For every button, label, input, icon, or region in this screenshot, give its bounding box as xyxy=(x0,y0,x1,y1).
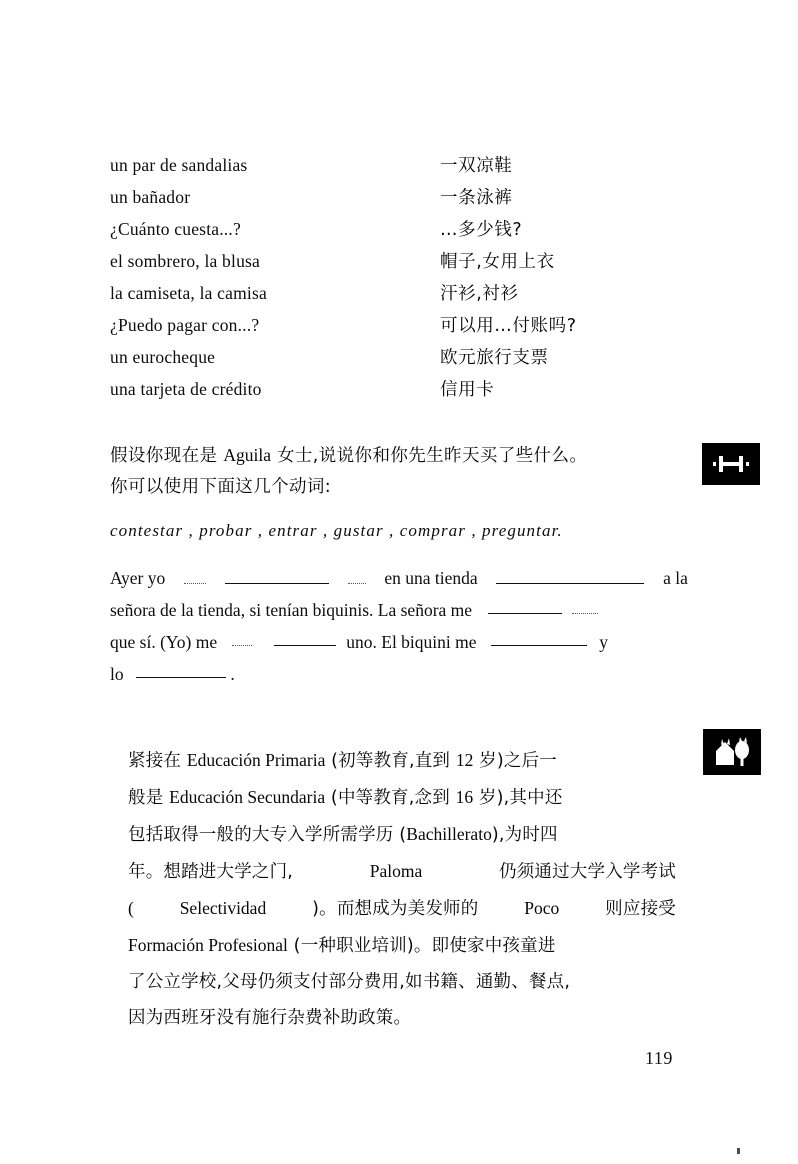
note-spanish-term: Educación Secundaria xyxy=(169,787,326,807)
instruction-text-part-1: 假设你现在是 xyxy=(110,446,224,466)
note-number: 16 xyxy=(455,787,474,807)
note-text: 年。想踏进大学之门, xyxy=(128,862,294,882)
note-text: 般是 xyxy=(128,788,170,808)
cloze-exercise xyxy=(110,562,688,690)
vocabulary-spanish-term: el sombrero, la blusa xyxy=(110,251,260,271)
cloze-blank[interactable] xyxy=(488,613,562,614)
cloze-text: Ayer yo xyxy=(110,568,166,588)
cloze-blank[interactable] xyxy=(274,645,336,646)
cloze-text: que sí. (Yo) me xyxy=(110,632,218,652)
note-text: 岁)之后一 xyxy=(473,751,557,771)
note-person-name: Paloma xyxy=(369,861,423,881)
exercise-instruction xyxy=(110,440,685,503)
note-number: 12 xyxy=(455,750,474,770)
note-text: 则应接受 xyxy=(605,899,676,919)
culture-note-line-2 xyxy=(128,779,676,816)
note-text xyxy=(128,890,134,927)
vocabulary-chinese-term: 欧元旅行支票 xyxy=(440,348,549,368)
cloze-text: a la xyxy=(663,568,688,588)
note-spanish-term: Bachillerato xyxy=(406,824,492,844)
vocabulary-spanish-term: un bañador xyxy=(110,187,191,207)
instruction-line-1 xyxy=(110,440,685,472)
culture-note-paragraph xyxy=(128,742,676,1036)
cloze-text: lo xyxy=(110,664,124,684)
culture-note-icon xyxy=(703,729,761,775)
cloze-blank[interactable] xyxy=(136,677,226,678)
culture-note-line-1 xyxy=(128,742,676,779)
vocabulary-chinese-term: 汗衫,衬衫 xyxy=(440,284,519,304)
note-text: ),为时四 xyxy=(491,825,558,845)
culture-note-line-6 xyxy=(128,927,676,964)
instruction-text-part-2: 女士,说说你和你先生昨天买了些什么。 xyxy=(271,446,588,466)
instruction-person-name: Aguila xyxy=(223,445,272,465)
cloze-blank[interactable] xyxy=(496,583,644,584)
cloze-blank-dotted[interactable] xyxy=(572,613,598,614)
vocabulary-spanish-term: ¿Cuánto cuesta...? xyxy=(110,219,241,239)
vocabulary-row xyxy=(110,280,670,312)
vocabulary-row xyxy=(110,248,670,280)
vocabulary-spanish-term: ¿Puedo pagar con...? xyxy=(110,315,260,335)
culture-note-line-8: 因为西班牙没有施行杂费补助政策。 xyxy=(128,1008,412,1028)
culture-note-line-5 xyxy=(128,890,676,927)
verb-list: contestar , probar , entrar , gustar , comprar , preguntar. xyxy=(110,521,563,540)
cloze-text: en una tienda xyxy=(384,568,478,588)
vocabulary-chinese-term: 可以用…付账吗? xyxy=(440,316,577,336)
vocabulary-row xyxy=(110,184,670,216)
vocabulary-row xyxy=(110,152,670,184)
note-text: 仍须通过大学入学考试 xyxy=(499,862,676,882)
cloze-line-4 xyxy=(110,658,688,690)
cloze-text: señora de la tienda, si tenían biquinis. La señora me xyxy=(110,600,473,620)
cloze-blank-dotted[interactable] xyxy=(184,583,206,584)
page-number: 119 xyxy=(645,1048,673,1068)
cloze-blank-dotted[interactable] xyxy=(232,645,252,646)
vocabulary-row xyxy=(110,216,670,248)
note-paren-open: ( xyxy=(128,898,134,918)
vocabulary-row xyxy=(110,376,670,408)
vocabulary-row xyxy=(110,312,670,344)
note-text: 岁),其中还 xyxy=(473,788,563,808)
culture-note-line-4 xyxy=(128,853,676,890)
cloze-blank[interactable] xyxy=(225,583,329,584)
cloze-text: . xyxy=(230,664,235,684)
vocabulary-spanish-term: la camiseta, la camisa xyxy=(110,283,267,303)
vocabulary-chinese-term: 一双凉鞋 xyxy=(440,156,513,176)
vocabulary-row xyxy=(110,344,670,376)
note-text: (中等教育,念到 xyxy=(325,788,456,808)
note-spanish-term: Educación Primaria xyxy=(186,750,326,770)
note-spanish-term: Selectividad xyxy=(179,898,267,918)
cloze-line-2 xyxy=(110,594,688,626)
vocabulary-chinese-term: 信用卡 xyxy=(440,380,495,400)
cloze-blank-dotted[interactable] xyxy=(348,583,366,584)
note-person-name: Poco xyxy=(524,898,560,918)
culture-note-line-3 xyxy=(128,816,676,853)
note-text: )。而想成为美发师的 xyxy=(312,899,479,919)
vocabulary-chinese-term: …多少钱? xyxy=(440,220,523,240)
cloze-line-1 xyxy=(110,562,688,594)
cloze-text: y xyxy=(599,632,609,652)
speaking-exercise-icon xyxy=(702,443,760,485)
vocabulary-chinese-term: 一条泳裤 xyxy=(440,188,513,208)
vocabulary-spanish-term: una tarjeta de crédito xyxy=(110,379,262,399)
dumbbell-icon xyxy=(711,453,751,475)
vocabulary-spanish-term: un eurocheque xyxy=(110,347,216,367)
note-text: 紧接在 xyxy=(128,751,187,771)
note-text: (初等教育,直到 xyxy=(325,751,456,771)
vocabulary-spanish-term: un par de sandalias xyxy=(110,155,248,175)
vocabulary-chinese-term: 帽子,女用上衣 xyxy=(440,252,555,272)
vocabulary-list xyxy=(110,152,670,408)
note-spanish-term: Formación Profesional xyxy=(128,935,288,955)
scan-artifact-speck xyxy=(737,1148,740,1154)
instruction-line-2: 你可以使用下面这几个动词: xyxy=(110,477,332,497)
cloze-blank[interactable] xyxy=(491,645,587,646)
culture-note-line-7: 了公立学校,父母仍须支付部分费用,如书籍、通勤、餐点, xyxy=(128,972,571,992)
cloze-text: uno. El biquini me xyxy=(346,632,477,652)
house-and-tree-icon xyxy=(712,735,752,769)
note-text: 包括取得一般的大专入学所需学历 ( xyxy=(128,825,407,845)
cloze-line-3 xyxy=(110,626,688,658)
note-text: (一种职业培训)。即使家中孩童进 xyxy=(287,936,556,956)
